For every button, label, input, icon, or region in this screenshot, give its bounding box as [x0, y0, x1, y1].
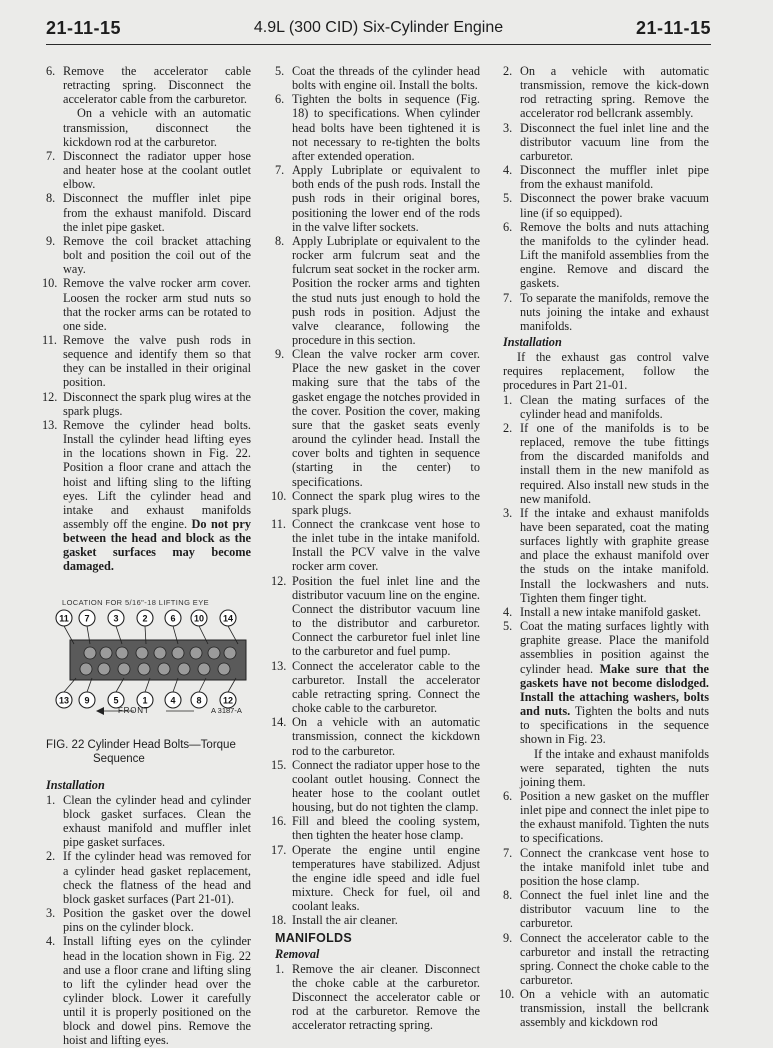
list-item: 7. Apply Lubriplate or equivalent to both ends of the push rods. Install the push rods in their original bores, positioning the lower end of the rods in the valve lifter sockets.	[275, 163, 480, 234]
step-text: Tighten the bolts and nuts to specifications in the sequence shown in Fig. 23.	[520, 704, 709, 747]
step-text: Apply Lubriplate or equivalent to the rocker arm fulcrum seat and the fulcrum seat socket in the rocker arm. Position the rocker arms and tighten the stud nuts just enough to hold the push rods in position. Adjust the valve clearance, following the procedure in this section.	[292, 233, 480, 347]
subheading-removal: Removal	[275, 946, 320, 961]
step-text: Remove the air cleaner. Disconnect the choke cable at the carburetor. Disconnect the accelerator cable or rod at the carburetor. Remove the accelerator retracting spring.	[292, 961, 480, 1033]
subheading-installation: Installation	[46, 777, 105, 792]
step-text: On a vehicle with an automatic transmission, connect the kickdown rod to the carburetor.	[292, 715, 480, 758]
list-item: 1. Remove the air cleaner. Disconnect the choke cable at the carburetor. Disconnect the accelerator cable or rod at the carburetor. Remove the accelerator retracting spring.	[275, 961, 480, 1033]
warning-text: Do not pry between the head and block as the gasket surfaces may become damaged.	[63, 517, 251, 574]
bolt-number: 8	[196, 695, 202, 706]
step-text: Position the gasket over the dowel pins on the cylinder block.	[63, 906, 251, 935]
list-item: 10. Connect the spark plug wires to the spark plugs.	[271, 488, 480, 517]
step-text: Disconnect the muffler inlet pipe from the exhaust manifold.	[520, 163, 709, 192]
step-text: Position a new gasket on the muffler inlet pipe and connect the inlet pipe to the exhaust manifold. Tighten the nuts to specifications.	[520, 788, 709, 846]
list-item: 5. Coat the threads of the cylinder head bolts with engine oil. Install the bolts.	[275, 64, 480, 93]
list-item: 15. Connect the radiator upper hose to the coolant outlet housing. Connect the heater hose to the coolant outlet housing, but do not tighten the clamp.	[271, 757, 480, 815]
step-text: Remove the accelerator cable retracting spring. Disconnect the accelerator cable from the carburetor.	[63, 64, 251, 107]
step-text: Connect the accelerator cable to the carburetor and install the retracting spring. Connect the choke cable to the carburetor.	[520, 930, 709, 987]
bolt-number: 5	[113, 695, 119, 706]
list-item: 8. Disconnect the muffler inlet pipe from the exhaust manifold. Discard the inlet pipe gasket.	[46, 191, 251, 234]
step-text: If the intake and exhaust manifolds have been separated, coat the mating surfaces lightly with graphite grease and place the exhaust manifold over the studs on the intake manifold. Install the lockwashers and nuts. Tighten them finger tight.	[520, 505, 709, 605]
page-title: 4.9L (300 CID) Six-Cylinder Engine	[253, 19, 504, 36]
step-text: Position the fuel inlet line and the distributor vacuum line on the engine. Connect the distributor vacuum line to the distributor and carburetor. Connect the carburetor fuel inlet line to the carburetor and fuel pump.	[292, 573, 480, 659]
step-text: Install the air cleaner.	[292, 913, 398, 928]
bolt-number: 1	[142, 695, 148, 706]
front-label: FRONT	[118, 705, 150, 715]
step-text: Connect the accelerator cable to the carburetor. Install the accelerator cable retracting spring. Connect the choke cable to the carburetor.	[292, 658, 480, 716]
bolt-number: 14	[222, 613, 234, 624]
paragraph: On a vehicle with an automatic transmission, disconnect the kickdown rod at the carburetor.	[63, 106, 251, 149]
list-item: 10. Remove the valve rocker arm cover. Loosen the rocker arm stud nuts so that the rocker arms can be rotated to one side.	[42, 276, 251, 333]
list-item: 4. Install a new intake manifold gasket.	[503, 604, 701, 619]
list-item: 2. If one of the manifolds is to be replaced, remove the tube fittings from the discarded manifolds and install them in the new manifold as required. Also install new studs in the new manifold.	[503, 420, 709, 506]
bolt-number: 2	[142, 613, 148, 624]
list-item: 9. Remove the coil bracket attaching bolt and position the coil out of the way.	[46, 233, 251, 277]
step-text: Remove the valve push rods in sequence and identify them so that they can be installed in their original position.	[63, 332, 251, 390]
column-3	[499, 64, 709, 1030]
caption-line-1: FIG. 22 Cylinder Head Bolts—Torque	[46, 738, 236, 751]
bolt-number: 11	[59, 613, 69, 624]
step-text: Fill and bleed the cooling system, then tighten the heater hose clamp.	[292, 814, 480, 843]
step-text: Connect the crankcase vent hose to the intake manifold inlet tube and position the hose clamp.	[520, 845, 709, 888]
column-1	[42, 64, 251, 1048]
page-number-right: 21-11-15	[635, 18, 711, 38]
list-item: 1. Clean the mating surfaces of the cylinder head and manifolds.	[503, 392, 709, 421]
cylinder-head-diagram	[46, 596, 251, 716]
list-item: 6. Position a new gasket on the muffler inlet pipe and connect the inlet pipe to the exhaust manifold. Tighten the nuts to specifications.	[503, 788, 709, 846]
step-text: Clean the mating surfaces of the cylinder head and manifolds.	[520, 392, 709, 421]
step-text: Remove the coil bracket attaching bolt and position the coil out of the way.	[63, 233, 251, 277]
step-text: Disconnect the radiator upper hose and heater hose at the coolant outlet elbow.	[63, 148, 251, 192]
list-item: 6. Remove the accelerator cable retracting spring. Disconnect the accelerator cable from the carburetor.	[46, 64, 251, 107]
list-item: 11. Remove the valve push rods in sequence and identify them so that they can be installed in their original position.	[42, 332, 251, 390]
list-item: 10. On a vehicle with an automatic transmission, install the bellcrank assembly and kickdown rod	[499, 987, 709, 1030]
step-text: Connect the fuel inlet line and the distributor vacuum line to the carburetor.	[520, 888, 709, 931]
figure-ref: A 3187-A	[211, 705, 242, 715]
subheading-installation: Installation	[503, 334, 562, 349]
warning-text: Make sure that the gaskets have not become dislodged. Install the attaching washers, bolts and nuts.	[520, 661, 709, 719]
bolt-number: 13	[58, 695, 70, 706]
list-item: 7. Disconnect the radiator upper hose and heater hose at the coolant outlet elbow.	[46, 148, 251, 192]
list-item: 5. Disconnect the power brake vacuum line (if so equipped).	[503, 191, 709, 220]
cylinder-head-figure	[46, 596, 251, 728]
bolt-number: 3	[113, 613, 119, 624]
bolt-number: 9	[84, 695, 90, 706]
step-text: Remove the bolts and nuts attaching the manifolds to the cylinder head. Lift the manifold assemblies from the engine. Remove and discard the gaskets.	[520, 219, 709, 291]
figure-label: LOCATION FOR 5/16"-18 LIFTING EYE	[62, 597, 210, 607]
figure-caption	[46, 738, 251, 766]
step-text: Coat the threads of the cylinder head bolts with engine oil. Install the bolts.	[292, 64, 480, 93]
step-text: Install lifting eyes on the cylinder head in the location shown in Fig. 22 and use a floor crane and lifting sling to lift the cylinder head over the cylinder block. Lower it carefully until it is properly positioned on the block and dowel pins. Remove the hoist and lifting eyes.	[63, 934, 251, 1048]
step-text: Operate the engine until engine temperatures have stabilized. Adjust the engine idle speed and idle fuel mixture. Check for fuel, oil and coolant leaks.	[292, 842, 480, 914]
bolt-number: 12	[222, 695, 234, 706]
list-item: 2. On a vehicle with automatic transmission, remove the kick-down rod retracting spring. Remove the accelerator rod bellcrank assembly.	[503, 64, 709, 121]
list-item: 3. Position the gasket over the dowel pins on the cylinder block.	[46, 906, 251, 935]
step-text: Tighten the bolts in sequence (Fig. 18) to specifications. When cylinder head bolts have been tightened it is not necessary to re-tighten the bolts after extended operation.	[292, 92, 480, 163]
list-item: 8. Apply Lubriplate or equivalent to the rocker arm fulcrum seat and the fulcrum seat socket in the rocker arm. Position the rocker arms and tighten the stud nuts just enough to hold the push rods in position. Adjust the valve clearance, following the procedure in this section.	[275, 233, 480, 347]
list-item: 6. Remove the bolts and nuts attaching the manifolds to the cylinder head. Lift the manifold assemblies from the engine. Remove and discard the gaskets.	[503, 219, 709, 291]
list-item: 5. Coat the mating surfaces lightly with graphite grease. Place the manifold assemblies in position against the cylinder head. Make sure that the gaskets have not become dislodged. Install the attaching washers, bolts and nuts. Tighten the bolts and nuts to specifications in the sequence shown in Fig. 23.	[503, 619, 709, 747]
list-item: 3. If the intake and exhaust manifolds have been separated, coat the mating surfaces lightly with graphite grease and place the exhaust manifold over the studs on the intake manifold. Install the lockwashers and nuts. Tighten them finger tight.	[503, 505, 709, 605]
page-header	[46, 14, 711, 45]
step-text: Disconnect the muffler inlet pipe from the exhaust manifold. Discard the inlet pipe gasket.	[63, 191, 251, 234]
section-heading-manifolds: MANIFOLDS	[275, 930, 352, 945]
step-text: Remove the cylinder head bolts. Install the cylinder head lifting eyes in the locations shown in Fig. 22. Position a floor crane and attach the hoist and lifting sling to the lifting eyes. Lift the cylinder head and intake and exhaust manifolds assembly off the engine.	[63, 417, 251, 531]
list-item: 7. To separate the manifolds, remove the nuts joining the intake and exhaust manifolds.	[503, 290, 709, 333]
list-item: 17. Operate the engine until engine temperatures have stabilized. Adjust the engine idle speed and idle fuel mixture. Check for fuel, oil and coolant leaks.	[271, 842, 480, 914]
step-text: Coat the mating surfaces lightly with graphite grease. Place the manifold assemblies in position against the cylinder head.	[520, 619, 709, 676]
bolt-number: 7	[84, 613, 90, 624]
step-text: Remove the valve rocker arm cover. Loosen the rocker arm stud nuts so that the rocker arms can be rotated to one side.	[63, 276, 251, 333]
list-item: 4. Install lifting eyes on the cylinder head in the location shown in Fig. 22 and use a floor crane and lifting sling to lift the cylinder head over the cylinder block. Lower it carefully until it is properly positioned on the block and dowel pins. Remove the hoist and lifting eyes.	[46, 934, 251, 1048]
page-number-left: 21-11-15	[46, 18, 122, 38]
step-text: Install a new intake manifold gasket.	[520, 604, 701, 619]
step-text: Apply Lubriplate or equivalent to both ends of the push rods. Install the push rods in their original bores, positioning the lower end of the rods in the valve lifter sockets.	[292, 163, 480, 234]
step-text: If the cylinder head was removed for a cylinder head gasket replacement, check the flatness of the head and block gasket surfaces (Part 21-01).	[63, 849, 251, 906]
list-item: 1. Clean the cylinder head and cylinder block gasket surfaces. Clean the exhaust manifold and muffler inlet pipe gasket surfaces.	[46, 792, 251, 850]
paragraph: If the intake and exhaust manifolds were separated, tighten the nuts joining them.	[520, 746, 709, 789]
bolt-number: 10	[193, 613, 205, 624]
bolt-number: 6	[170, 613, 176, 624]
step-text: If one of the manifolds is to be replaced, remove the tube fittings from the discarded manifolds and install them in the new manifold as required. Also install new studs in the new manifold.	[520, 420, 709, 506]
step-text: Disconnect the spark plug wires at the spark plugs.	[63, 389, 251, 418]
list-item: 3. Disconnect the fuel inlet line and the distributor vacuum line from the carburetor.	[503, 120, 709, 163]
list-item: 8. Connect the fuel inlet line and the distributor vacuum line to the carburetor.	[503, 888, 709, 931]
list-item: 18. Install the air cleaner.	[271, 913, 398, 928]
list-item: 9. Connect the accelerator cable to the carburetor and install the retracting spring. Connect the choke cable to the carburetor.	[503, 930, 709, 987]
step-text: Disconnect the power brake vacuum line (if so equipped).	[520, 191, 709, 220]
list-item: 16. Fill and bleed the cooling system, then tighten the heater hose clamp.	[271, 814, 480, 843]
list-item: 13. Remove the cylinder head bolts. Install the cylinder head lifting eyes in the locations shown in Fig. 22. Position a floor crane and attach the hoist and lifting sling to the lifting eyes. Lift the cylinder head and intake and exhaust manifolds assembly off the engine. Do not pry between the head and block as the gasket surfaces may become damaged.	[42, 417, 251, 574]
step-text: Clean the cylinder head and cylinder block gasket surfaces. Clean the exhaust manifold and muffler inlet pipe gasket surfaces.	[63, 792, 251, 850]
step-text: To separate the manifolds, remove the nuts joining the intake and exhaust manifolds.	[520, 290, 709, 333]
list-item: 4. Disconnect the muffler inlet pipe from the exhaust manifold.	[503, 163, 709, 192]
step-text: On a vehicle with automatic transmission, remove the kick-down rod retracting spring. Remove the accelerator rod bellcrank assembly.	[520, 64, 709, 121]
list-item: 9. Clean the valve rocker arm cover. Place the new gasket in the cover making sure that the tabs of the gasket engage the notches provided in the cover. Position the cover, making sure that the gasket seats evenly around the cylinder head. Install the cover bolts and tighten in sequence (starting in the center) to specifications.	[275, 347, 480, 489]
step-text: Connect the crankcase vent hose to the inlet tube in the intake manifold. Install the PCV valve in the valve rocker arm cover.	[292, 517, 480, 574]
list-item: 11. Connect the crankcase vent hose to the inlet tube in the intake manifold. Install the PCV valve in the valve rocker arm cover.	[271, 517, 480, 574]
column-2	[271, 64, 480, 1033]
bolt-number: 4	[170, 695, 176, 706]
paragraph: If the exhaust gas control valve requires replacement, follow the procedures in Part 21-01.	[503, 350, 709, 393]
step-text: Connect the spark plug wires to the spark plugs.	[292, 488, 480, 517]
caption-line-2: Sequence	[93, 752, 145, 765]
list-item: 2. If the cylinder head was removed for a cylinder head gasket replacement, check the flatness of the head and block gasket surfaces (Part 21-01).	[46, 849, 251, 906]
step-text: Clean the valve rocker arm cover. Place the new gasket in the cover making sure that the tabs of the gasket engage the notches provided in the cover. Position the cover, making sure that the gasket seats evenly around the cylinder head. Install the cover bolts and tighten in sequence (starting in the center) to specifications.	[292, 347, 480, 489]
list-item: 7. Connect the crankcase vent hose to the intake manifold inlet tube and position the hose clamp.	[503, 845, 709, 888]
list-item: 13. Connect the accelerator cable to the carburetor. Install the accelerator cable retracting spring. Connect the choke cable to the carburetor.	[271, 658, 480, 716]
step-text: On a vehicle with an automatic transmission, install the bellcrank assembly and kickdown rod	[520, 987, 709, 1030]
list-item: 6. Tighten the bolts in sequence (Fig. 18) to specifications. When cylinder head bolts have been tightened it is not necessary to re-tighten the bolts after extended operation.	[275, 92, 480, 163]
list-item: 14. On a vehicle with an automatic transmission, connect the kickdown rod to the carburetor.	[271, 715, 480, 758]
step-text: Disconnect the fuel inlet line and the distributor vacuum line from the carburetor.	[520, 120, 709, 163]
list-item: 12. Disconnect the spark plug wires at the spark plugs.	[42, 389, 251, 418]
list-item: 12. Position the fuel inlet line and the distributor vacuum line on the engine. Connect the distributor vacuum line to the distributor and carburetor. Connect the carburetor fuel inlet line to the carburetor and fuel pump.	[271, 573, 480, 659]
step-text: Connect the radiator upper hose to the coolant outlet housing. Connect the heater hose to the coolant outlet housing, but do not tighten the clamp.	[292, 757, 480, 815]
